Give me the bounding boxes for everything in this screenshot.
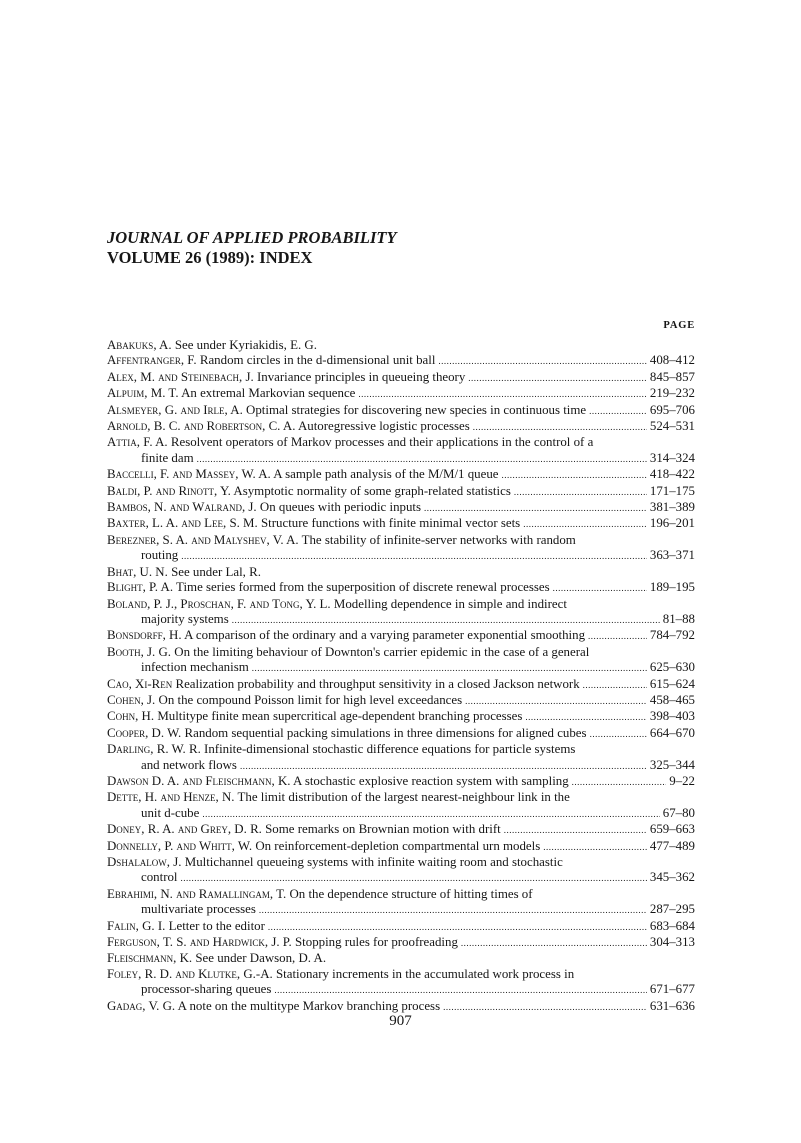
dot-leader bbox=[473, 420, 647, 435]
entry-title: infection mechanism bbox=[141, 660, 249, 675]
entry-first-line bbox=[107, 887, 695, 902]
entry-page-range: 9–22 bbox=[669, 773, 695, 788]
entry-text bbox=[107, 628, 585, 643]
index-entry bbox=[107, 580, 695, 596]
entry-first-line bbox=[107, 533, 695, 548]
entry-title: An extremal Markovian sequence bbox=[181, 386, 356, 401]
index-entry bbox=[107, 338, 695, 353]
index-entry bbox=[107, 419, 695, 435]
index-entry bbox=[107, 516, 695, 532]
entry-title: The limit distribution of the largest nearest-neighbour link in the bbox=[237, 790, 570, 805]
entry-text bbox=[107, 516, 520, 531]
entry-author: Booth, J. G. bbox=[107, 644, 172, 659]
entry-text bbox=[107, 919, 265, 934]
entry-author: Bonsdorff, H. bbox=[107, 628, 182, 643]
entry-continuation-line bbox=[107, 548, 695, 564]
page-number: 907 bbox=[389, 1013, 412, 1029]
entry-page-range: 418–422 bbox=[649, 467, 695, 482]
entry-text bbox=[141, 982, 271, 997]
dot-leader bbox=[525, 710, 646, 725]
entry-text bbox=[107, 565, 261, 580]
entry-author: Darling, R. W. R. bbox=[107, 742, 201, 757]
entry-author: Affentranger, F. bbox=[107, 353, 197, 368]
entry-text bbox=[107, 435, 593, 450]
entry-title: processor-sharing queues bbox=[141, 982, 272, 997]
entry-title: Random sequential packing simulations in three dimensions for aligned cubes bbox=[184, 725, 587, 740]
entry-first-line bbox=[107, 370, 695, 386]
entry-author: Dawson D. A. and Fleischmann, K. bbox=[107, 773, 291, 788]
entry-first-line bbox=[107, 419, 695, 435]
entry-first-line bbox=[107, 822, 695, 838]
index-entry bbox=[107, 774, 695, 790]
entry-text bbox=[107, 370, 465, 385]
page-column-label: PAGE bbox=[663, 320, 695, 331]
entry-text bbox=[107, 403, 586, 418]
index-entry bbox=[107, 822, 695, 838]
entry-text bbox=[141, 548, 178, 563]
entry-author: Baldi, P. and Rinott, Y. bbox=[107, 483, 231, 498]
entry-first-line bbox=[107, 353, 695, 369]
dot-leader bbox=[590, 727, 647, 742]
entry-page-range: 345–362 bbox=[649, 870, 695, 885]
dot-leader bbox=[252, 661, 647, 676]
entry-text bbox=[107, 467, 499, 482]
entry-continuation-line bbox=[107, 870, 695, 886]
entry-page-range: 615–624 bbox=[649, 676, 695, 691]
entry-first-line bbox=[107, 709, 695, 725]
index-entry bbox=[107, 693, 695, 709]
entry-title: Stopping rules for proofreading bbox=[295, 935, 458, 950]
entry-title: Letter to the editor bbox=[168, 918, 265, 933]
entry-text bbox=[107, 338, 317, 353]
entry-text bbox=[107, 935, 458, 950]
dot-leader bbox=[424, 501, 647, 516]
index-entry bbox=[107, 967, 695, 999]
index-entry bbox=[107, 645, 695, 677]
dot-leader bbox=[240, 759, 647, 774]
entry-author: Blight, P. A. bbox=[107, 580, 174, 595]
entry-title: Asymptotic normality of some graph-related statistics bbox=[233, 483, 511, 498]
entry-page-range: 219–232 bbox=[649, 386, 695, 401]
entry-page-range: 458–465 bbox=[649, 692, 695, 707]
dot-leader bbox=[438, 354, 646, 369]
dot-leader bbox=[274, 983, 646, 998]
entry-first-line bbox=[107, 919, 695, 935]
entry-page-range: 625–630 bbox=[649, 660, 695, 675]
index-entry bbox=[107, 370, 695, 386]
entry-text bbox=[107, 839, 540, 854]
entry-text bbox=[107, 790, 570, 805]
entry-title: Structure functions with finite minimal vector sets bbox=[260, 516, 521, 531]
entry-first-line bbox=[107, 484, 695, 500]
entry-author: Cao, Xi-Ren bbox=[107, 676, 173, 691]
entry-page-range: 81–88 bbox=[662, 611, 695, 626]
entry-first-line bbox=[107, 516, 695, 532]
entry-page-range: 784–792 bbox=[649, 628, 695, 643]
entry-author: Bambos, N. and Walrand, J. bbox=[107, 500, 257, 515]
entry-title: See under Kyriakidis, E. G. bbox=[174, 338, 317, 352]
entry-text bbox=[141, 806, 199, 821]
index-entry bbox=[107, 790, 695, 822]
entry-text bbox=[107, 999, 440, 1014]
entry-title: Time series formed from the superposition of discrete renewal processes bbox=[176, 580, 550, 595]
entry-first-line bbox=[107, 628, 695, 644]
entry-first-line bbox=[107, 403, 695, 419]
entry-page-range: 524–531 bbox=[649, 419, 695, 434]
entry-continuation-line bbox=[107, 902, 695, 918]
index-entry bbox=[107, 726, 695, 742]
entry-author: Alpuim, M. T. bbox=[107, 386, 179, 401]
entry-title: A comparison of the ordinary and a varying parameter exponential smoothing bbox=[184, 628, 586, 643]
entry-author: Cooper, D. W. bbox=[107, 725, 182, 740]
entry-author: Donnelly, P. and Whitt, W. bbox=[107, 838, 253, 853]
entry-title: Multichannel queueing systems with infinite waiting room and stochastic bbox=[184, 855, 563, 869]
entry-page-range: 683–684 bbox=[649, 918, 695, 933]
entry-author: Berezner, S. A. and Malyshev, V. A. bbox=[107, 532, 299, 547]
entry-author: Gadag, V. G. bbox=[107, 998, 176, 1013]
entry-first-line bbox=[107, 935, 695, 951]
index-entry bbox=[107, 533, 695, 565]
entry-first-line bbox=[107, 386, 695, 402]
volume-heading: VOLUME 26 (1989): INDEX bbox=[107, 248, 313, 267]
dot-leader bbox=[259, 903, 647, 918]
entry-author: Doney, R. A. and Grey, D. R. bbox=[107, 822, 262, 837]
index-entry bbox=[107, 435, 695, 467]
entry-text bbox=[107, 645, 589, 660]
entry-title: Invariance principles in queueing theory bbox=[256, 369, 466, 384]
entry-author: Falin, G. I. bbox=[107, 918, 166, 933]
entry-title: A note on the multitype Markov branching process bbox=[177, 998, 441, 1013]
entry-author: Cohn, H. bbox=[107, 709, 155, 724]
dot-leader bbox=[543, 840, 647, 855]
entry-continuation-line bbox=[107, 758, 695, 774]
entry-title: Realization probability and throughput sensitivity in a closed Jackson network bbox=[175, 676, 580, 691]
entry-first-line bbox=[107, 338, 695, 353]
entry-title: The stability of infinite-server networks with random bbox=[301, 532, 576, 547]
dot-leader bbox=[502, 468, 647, 483]
entry-first-line bbox=[107, 645, 695, 660]
entry-text bbox=[107, 677, 580, 692]
index-entries bbox=[107, 338, 695, 1015]
dot-leader bbox=[588, 629, 647, 644]
index-entry bbox=[107, 500, 695, 516]
entry-first-line bbox=[107, 693, 695, 709]
entry-first-line bbox=[107, 580, 695, 596]
entry-text bbox=[107, 580, 550, 595]
entry-page-range: 664–670 bbox=[649, 725, 695, 740]
index-entry bbox=[107, 386, 695, 402]
entry-page-range: 363–371 bbox=[649, 548, 695, 563]
entry-text bbox=[107, 500, 421, 515]
dot-leader bbox=[523, 517, 647, 532]
journal-title: JOURNAL OF APPLIED PROBABILITY bbox=[107, 228, 397, 247]
entry-page-range: 408–412 bbox=[649, 353, 695, 368]
entry-text bbox=[107, 693, 462, 708]
entry-title: On the dependence structure of hitting times of bbox=[289, 886, 533, 901]
entry-first-line bbox=[107, 967, 695, 982]
entry-title: and network flows bbox=[141, 757, 237, 772]
entry-title: Autoregressive logistic processes bbox=[297, 419, 470, 434]
entry-author: Abakuks, A. bbox=[107, 338, 172, 352]
entry-page-range: 304–313 bbox=[649, 935, 695, 950]
entry-title: On the compound Poisson limit for high level exceedances bbox=[158, 692, 463, 707]
entry-page-range: 477–489 bbox=[649, 838, 695, 853]
entry-first-line bbox=[107, 500, 695, 516]
entry-first-line bbox=[107, 855, 695, 870]
entry-title: multivariate processes bbox=[141, 902, 256, 917]
entry-text bbox=[107, 726, 587, 741]
entry-title: A stochastic explosive reaction system with sampling bbox=[293, 773, 569, 788]
entry-page-range: 695–706 bbox=[649, 402, 695, 417]
dot-leader bbox=[572, 775, 667, 790]
entry-text bbox=[107, 419, 470, 434]
entry-first-line bbox=[107, 597, 695, 612]
entry-title: Infinite-dimensional stochastic difference equations for particle systems bbox=[204, 742, 576, 757]
entry-page-range: 845–857 bbox=[649, 369, 695, 384]
index-entry bbox=[107, 677, 695, 693]
entry-title: majority systems bbox=[141, 611, 229, 626]
entry-text bbox=[107, 597, 567, 612]
entry-title: See under Dawson, D. A. bbox=[195, 951, 327, 966]
entry-title: routing bbox=[141, 548, 179, 563]
entry-author: Baxter, L. A. and Lee, S. M. bbox=[107, 516, 258, 531]
entry-author: Dshalalow, J. bbox=[107, 855, 182, 869]
entry-author: Alsmeyer, G. and Irle, A. bbox=[107, 402, 243, 417]
entry-title: control bbox=[141, 870, 178, 885]
entry-author: Boland, P. J., Proschan, F. and Tong, Y. L. bbox=[107, 596, 331, 611]
entry-first-line bbox=[107, 742, 695, 757]
entry-page-range: 67–80 bbox=[662, 805, 695, 820]
entry-page-range: 381–389 bbox=[649, 500, 695, 515]
entry-text bbox=[107, 822, 501, 837]
entry-title: Random circles in the d-dimensional unit ball bbox=[199, 353, 436, 368]
entry-first-line bbox=[107, 726, 695, 742]
entry-title: Optimal strategies for discovering new species in continuous time bbox=[246, 402, 587, 417]
entry-continuation-line bbox=[107, 451, 695, 467]
index-entry bbox=[107, 935, 695, 951]
entry-title: Multitype finite mean supercritical age-dependent branching processes bbox=[157, 709, 523, 724]
entry-title: Resolvent operators of Markov processes and their applications in the control of a bbox=[170, 435, 594, 450]
entry-author: Arnold, B. C. and Robertson, C. A. bbox=[107, 419, 296, 434]
entry-title: On queues with periodic inputs bbox=[259, 500, 421, 515]
entry-title: Modelling dependence in simple and indirect bbox=[333, 596, 567, 611]
entry-text bbox=[141, 451, 194, 466]
dot-leader bbox=[504, 823, 647, 838]
entry-title: Some remarks on Brownian motion with drift bbox=[265, 822, 501, 837]
index-entry bbox=[107, 742, 695, 774]
entry-page-range: 398–403 bbox=[649, 709, 695, 724]
entry-continuation-line bbox=[107, 660, 695, 676]
entry-text bbox=[141, 902, 256, 917]
dot-leader bbox=[589, 404, 647, 419]
entry-text bbox=[107, 386, 355, 401]
index-entry bbox=[107, 951, 695, 966]
entry-text bbox=[107, 484, 511, 499]
entry-text bbox=[107, 967, 574, 982]
dot-leader bbox=[553, 581, 647, 596]
entry-author: Ebrahimi, N. and Ramallingam, T. bbox=[107, 886, 287, 901]
dot-leader bbox=[461, 936, 647, 951]
entry-title: finite dam bbox=[141, 450, 194, 465]
entry-page-range: 287–295 bbox=[649, 902, 695, 917]
entry-text bbox=[107, 887, 533, 902]
entry-text bbox=[141, 758, 237, 773]
index-entry bbox=[107, 887, 695, 919]
index-entry bbox=[107, 628, 695, 644]
dot-leader bbox=[202, 807, 659, 822]
entry-page-range: 314–324 bbox=[649, 450, 695, 465]
dot-leader bbox=[465, 694, 647, 709]
entry-first-line bbox=[107, 467, 695, 483]
entry-text bbox=[107, 353, 435, 368]
entry-first-line bbox=[107, 790, 695, 805]
entry-first-line bbox=[107, 435, 695, 450]
entry-author: Bhat, U. N. bbox=[107, 564, 168, 579]
entry-page-range: 631–636 bbox=[649, 998, 695, 1013]
entry-page-range: 671–677 bbox=[649, 982, 695, 997]
entry-author: Alex, M. and Steinebach, J. bbox=[107, 369, 254, 384]
dot-leader bbox=[358, 387, 646, 402]
entry-title: See under Lal, R. bbox=[171, 564, 261, 579]
entry-text bbox=[107, 742, 575, 757]
entry-continuation-line bbox=[107, 806, 695, 822]
entry-continuation-line bbox=[107, 982, 695, 998]
entry-text bbox=[141, 660, 249, 675]
index-entry bbox=[107, 919, 695, 935]
entry-continuation-line bbox=[107, 612, 695, 628]
entry-title: Stationary increments in the accumulated work process in bbox=[275, 966, 575, 981]
entry-page-range: 659–663 bbox=[649, 822, 695, 837]
entry-title: On the limiting behaviour of Downton's carrier epidemic in the case of a general bbox=[174, 644, 590, 659]
entry-first-line bbox=[107, 677, 695, 693]
index-entry bbox=[107, 597, 695, 629]
entry-title: On reinforcement-depletion compartmental urn models bbox=[255, 838, 541, 853]
dot-leader bbox=[268, 920, 647, 935]
entry-author: Baccelli, F. and Massey, W. A. bbox=[107, 467, 271, 482]
entry-author: Dette, H. and Henze, N. bbox=[107, 790, 235, 805]
entry-author: Cohen, J. bbox=[107, 692, 156, 707]
index-entry bbox=[107, 467, 695, 483]
entry-author: Attia, F. A. bbox=[107, 435, 168, 450]
index-entry bbox=[107, 855, 695, 887]
entry-title: unit d-cube bbox=[141, 805, 200, 820]
dot-leader bbox=[514, 485, 647, 500]
index-entry bbox=[107, 353, 695, 369]
entry-first-line bbox=[107, 951, 695, 966]
entry-text bbox=[107, 774, 569, 789]
entry-text bbox=[141, 870, 178, 885]
dot-leader bbox=[468, 371, 647, 386]
entry-first-line bbox=[107, 839, 695, 855]
index-entry bbox=[107, 403, 695, 419]
entry-text bbox=[107, 709, 522, 724]
entry-author: Fleischmann, K. bbox=[107, 951, 193, 966]
dot-leader bbox=[181, 549, 647, 564]
entry-text bbox=[107, 533, 576, 548]
entry-author: Foley, R. D. and Klutke, G.-A. bbox=[107, 966, 273, 981]
dot-leader bbox=[583, 678, 647, 693]
entry-text bbox=[107, 951, 326, 966]
entry-author: Ferguson, T. S. and Hardwick, J. P. bbox=[107, 935, 292, 950]
entry-text bbox=[107, 855, 563, 870]
entry-page-range: 325–344 bbox=[649, 757, 695, 772]
index-entry bbox=[107, 709, 695, 725]
entry-first-line bbox=[107, 565, 695, 580]
entry-first-line bbox=[107, 774, 695, 790]
index-entry bbox=[107, 839, 695, 855]
dot-leader bbox=[181, 871, 647, 886]
entry-page-range: 196–201 bbox=[649, 516, 695, 531]
entry-text bbox=[141, 612, 229, 627]
dot-leader bbox=[232, 613, 660, 628]
entry-page-range: 189–195 bbox=[649, 580, 695, 595]
index-entry bbox=[107, 484, 695, 500]
entry-title: A sample path analysis of the M/M/1 queue bbox=[273, 467, 499, 482]
index-entry bbox=[107, 565, 695, 580]
entry-page-range: 171–175 bbox=[649, 483, 695, 498]
dot-leader bbox=[197, 452, 647, 467]
